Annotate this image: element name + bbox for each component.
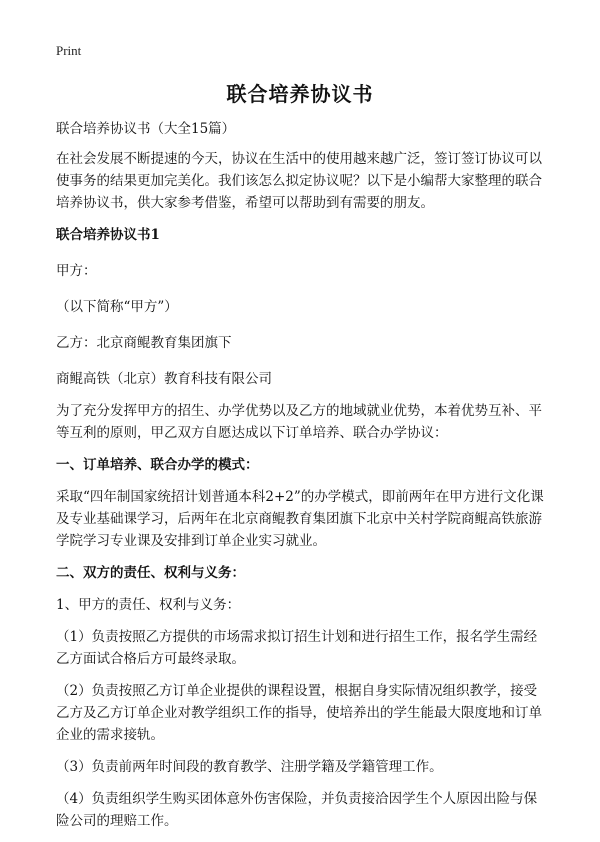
intro-paragraph: 在社会发展不断提速的今天，协议在生活中的使用越来越广泛，签订签订协议可以使事务的结果更加完美化。我们该怎么拟定协议呢？以下是小编帮大家整理的联合培养协议书，供大家参考借鉴，希望可以帮助到有需要的朋友。 [56,151,542,211]
document-subtitle: 联合培养协议书（大全15篇） [56,121,236,137]
list-item: （1）负责按照乙方提供的市场需求拟订招生计划和进行招生工作，报名学生需经乙方面试合格后方可最终录取。 [56,629,538,667]
party-a-alias-line: （以下简称“甲方”） [56,299,178,315]
list-item: （4）负责组织学生购买团体意外伤害保险，并负责接洽因学生个人原因出险与保险公司的理赔工作。 [56,791,538,829]
heading-mode: 一、订单培养、联合办学的模式： [56,457,259,473]
mode-paragraph: 采取“四年制国家统招计划普通本科2+2”的办学模式，即前两年在甲方进行文化课及专业基础课学习，后两年在北京商鲲教育集团旗下北京中关村学院商鲲高铁旅游学院学习专业课及安排到订单企业实习就业。 [56,489,544,549]
purpose-paragraph: 为了充分发挥甲方的招生、办学优势以及乙方的地域就业优势，本着优势互补、平等互利的原则，甲乙双方自愿达成以下订单培养、联合办学协议： [56,403,542,441]
section-heading: 联合培养协议书1 [56,227,160,243]
party-b-line: 乙方：北京商鲲教育集团旗下 [56,335,232,351]
list-item: （3）负责前两年时间段的教育教学、注册学籍及学籍管理工作。 [56,759,443,775]
party-a-line: 甲方： [56,263,97,279]
heading-responsibilities: 二、双方的责任、权利与义务： [56,565,245,581]
document-body [56,118,548,842]
party-b-company-line: 商鲲高铁（北京）教育科技有限公司 [56,371,272,387]
page-title: 联合培养协议书 [226,82,374,106]
list-item: （2）负责按照乙方订单企业提供的课程设置，根据自身实际情况组织教学，接受乙方及乙方订单企业对教学组织工作的指导，使培养出的学生能最大限度地和订单企业的需求接轨。 [56,683,542,743]
sub-heading-party-a: 1、甲方的责任、权利与义务： [56,597,241,613]
print-link[interactable]: Print [56,43,82,58]
